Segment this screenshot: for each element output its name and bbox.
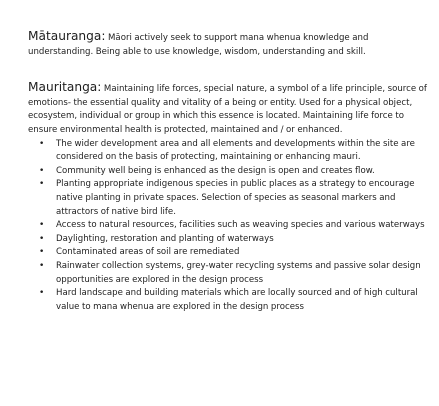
bullet-icon: • [39,179,45,190]
list-item: • Hard landscape and building materials which are locally sourced and of high cultural value to mana whenua are explored in the design process [39,288,418,312]
list-item: • The wider development area and all elements and developments within the site are considered on the basis of protecting, maintaining or enhancing mauri. [39,138,415,163]
list-item: • Contaminated areas of soil are remediated [56,246,428,260]
matauranga-text: Māori actively seek to support mana whenua knowledge and understanding. Being able to use knowledge, wisdom, understanding and skill. [28,33,369,57]
bullet-icon: • [39,247,45,258]
section-matauranga [28,30,428,59]
section-mauritanga [28,81,428,314]
mauritanga-text: Maintaining life forces, special nature, a symbol of a life principle, source of emotions- the essential quality and vitality of a being or entity. Used for a physical object, ecosystem, individual or group in which this essence is located. Maintaining life force to ensure environmental health is protected, maintained and / or enhanced. [28,84,427,135]
bullet-icon: • [39,220,45,231]
bullet-icon: • [39,233,45,244]
bullet-icon: • [39,138,45,149]
bullet-icon: • [39,288,45,299]
list-item: • Community well being is enhanced as the design is open and creates flow. [56,165,428,179]
mauritanga-term: Mauritanga: [28,80,102,95]
matauranga-term: Mātauranga: [28,29,106,43]
document-body [28,30,428,314]
bullet-icon: • [39,260,45,271]
matauranga-paragraph [28,30,428,59]
list-item: • Rainwater collection systems, grey-water recycling systems and passive solar design opportunities are explored in the design process [39,260,421,285]
mauritanga-bullet-list [28,138,428,315]
bullet-icon: • [39,165,45,176]
mauritanga-paragraph [28,81,428,137]
list-item: • Planting appropriate indigenous species in public places as a strategy to encourage native planting in private spaces. Selection of species as seasonal markers and attractors of native bird life. [39,179,415,217]
list-item: • Access to natural resources, facilities such as weaving species and various waterways [56,219,428,233]
list-item: • Daylighting, restoration and planting of waterways [56,233,428,247]
